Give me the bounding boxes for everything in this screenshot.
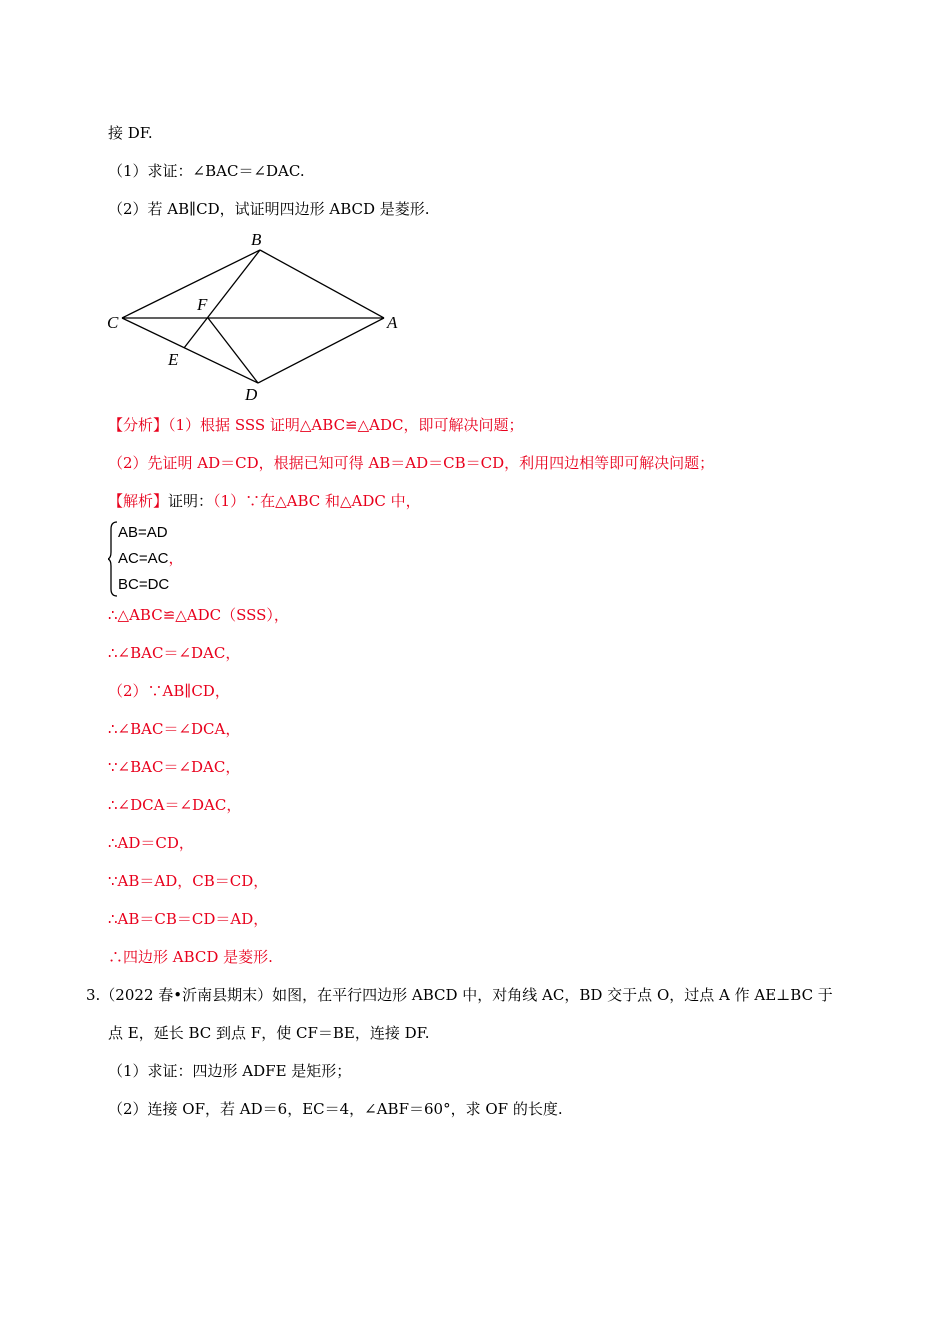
analysis-text-1: （1）根据 SSS 证明△ABC≌△ADC，即可解决问题； — [168, 416, 524, 434]
solution-intro: 证明： — [168, 492, 214, 510]
solution-step: ∴AB＝CB＝CD＝AD， — [108, 910, 269, 928]
segment-ad — [258, 318, 384, 383]
segment-cb — [122, 250, 260, 318]
solution-step: ∴∠BAC＝∠DCA， — [108, 720, 241, 738]
solution-intro-red: （1）∵在△ABC 和△ADC 中， — [213, 492, 421, 510]
geometry-figure — [100, 228, 410, 408]
solution-step: （2）∵AB∥CD， — [108, 682, 230, 700]
equation-row: BC=DC — [118, 576, 170, 593]
analysis-tag: 【分析】 — [108, 416, 169, 434]
solution-tag: 【解析】 — [108, 492, 169, 510]
solution-step: ∵AB＝AD，CB＝CD， — [108, 872, 269, 890]
segment-ba — [260, 250, 384, 318]
solution-step: ∵∠BAC＝∠DAC， — [108, 758, 241, 776]
solution-step: ∴△ABC≌△ADC（SSS）， — [108, 606, 289, 624]
problem-3-question-1: （1）求证：四边形 ADFE 是矩形； — [108, 1062, 352, 1080]
label-a: A — [387, 313, 398, 332]
problem-3-line-1: 3.（2022 春•沂南县期末）如图，在平行四边形 ABCD 中，对角线 AC，BD 交于点 O，过点 A 作 AE⊥BC 于 — [86, 986, 833, 1004]
label-d: D — [245, 385, 258, 404]
label-b: B — [251, 230, 262, 249]
solution-step: ∴∠BAC＝∠DAC， — [108, 644, 241, 662]
equation-row: AB=AD — [118, 524, 168, 541]
segment-bf-extended — [184, 250, 260, 348]
analysis-line-2: （2）先证明 AD＝CD，根据已知可得 AB＝AD＝CB＝CD，利用四边相等即可解决问题； — [108, 454, 715, 472]
label-f: F — [197, 295, 208, 314]
segment-fd — [208, 318, 258, 383]
problem-3-line-2: 点 E，延长 BC 到点 F，使 CF＝BE，连接 DF. — [108, 1024, 430, 1042]
solution-conclusion: ∴四边形 ABCD 是菱形. — [108, 948, 273, 966]
analysis-line-1 — [108, 415, 523, 435]
equation-row-2: AC=AC， — [118, 550, 184, 567]
solution-line-1 — [108, 491, 421, 511]
equation-system — [118, 521, 183, 599]
solution-step: ∴∠DCA＝∠DAC， — [108, 796, 242, 814]
question-1: （1）求证：∠BAC＝∠DAC. — [108, 162, 305, 180]
solution-step: ∴AD＝CD， — [108, 834, 194, 852]
segment-dc — [122, 318, 258, 383]
question-2: （2）若 AB∥CD，试证明四边形 ABCD 是菱形. — [108, 200, 430, 218]
label-e: E — [168, 350, 179, 369]
text-line-1: 接 DF. — [108, 124, 153, 142]
problem-3-question-2: （2）连接 OF，若 AD＝6，EC＝4，∠ABF＝60°，求 OF 的长度. — [108, 1100, 563, 1118]
label-c: C — [107, 313, 119, 332]
